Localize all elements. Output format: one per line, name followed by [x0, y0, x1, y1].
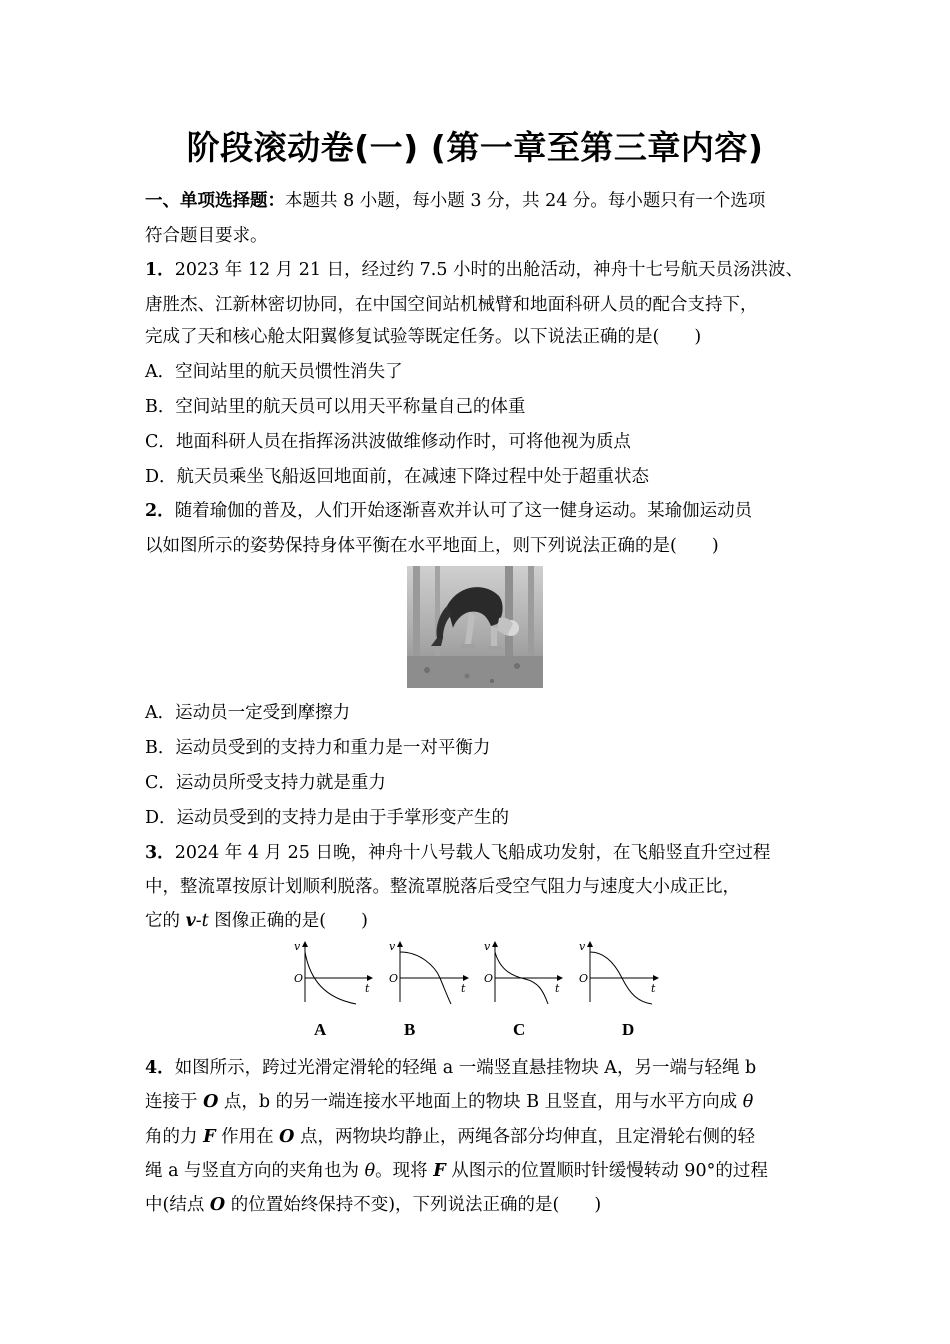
- graph-c: [484, 940, 560, 1004]
- graph-a-t-label: t: [365, 982, 370, 995]
- graph-d: [579, 940, 656, 1004]
- q4-line-3: 角的力 F 作用在 O 点，两物块均静止，两绳各部分均伸直，且定滑轮右侧的轻: [145, 1127, 755, 1147]
- q2-option-d: D．运动员受到的支持力是由于手掌形变产生的: [145, 808, 510, 828]
- q1-option-b: B．空间站里的航天员可以用天平称量自己的体重: [145, 397, 526, 417]
- velocity-symbol: v: [185, 911, 196, 931]
- q3-line-2: 中，整流罩按原计划顺利脱落。整流罩脱落后受空气阻力与速度大小成正比，: [145, 877, 740, 897]
- vt-graphs: [290, 940, 670, 1010]
- graph-label-a: A: [314, 1020, 327, 1039]
- section-heading: 一、单项选择题：: [145, 191, 285, 211]
- q1-line-2: 唐胜杰、江新林密切协同，在中国空间站机械臂和地面科研人员的配合支持下，: [145, 295, 758, 315]
- q1-option-d: D．航天员乘坐飞船返回地面前，在减速下降过程中处于超重状态: [145, 467, 650, 487]
- graph-c-t-label: t: [555, 982, 560, 995]
- q3-line-3: 它的 v-t 图像正确的是( ): [145, 911, 368, 931]
- graph-b: [389, 940, 466, 1004]
- q4-line-4: 绳 a 与竖直方向的夹角也为 θ。现将 F 从图示的位置顺时针缓慢转动 90°的过程: [145, 1161, 768, 1181]
- yoga-photo: [407, 566, 543, 688]
- section-instructions: 本题共 8 小题，每小题 3 分，共 24 分。每小题只有一个选项: [285, 191, 766, 211]
- q1-line-3: 完成了天和核心舱太阳翼修复试验等既定任务。以下说法正确的是( ): [145, 327, 702, 347]
- graph-c-origin: O: [484, 972, 494, 985]
- graph-d-v-label: v: [579, 940, 586, 953]
- q2-number: 2．: [145, 501, 175, 521]
- page-title: 阶段滚动卷(一) (第一章至第三章内容): [186, 128, 764, 167]
- q4-line-1: 4．如图所示，跨过光滑定滑轮的轻绳 a 一端竖直悬挂物块 A，另一端与轻绳 b: [145, 1058, 757, 1078]
- q3-line-1: 3．2024 年 4 月 25 日晚，神舟十八号载人飞船成功发射，在飞船竖直升空过程: [145, 843, 771, 863]
- graph-a: [294, 940, 370, 1004]
- q3-number: 3．: [145, 843, 175, 863]
- q1-number: 1．: [145, 260, 175, 280]
- graph-b-t-label: t: [461, 982, 466, 995]
- graph-b-v-label: v: [389, 940, 396, 953]
- q2-line-1: 2．随着瑜伽的普及，人们开始逐渐喜欢并认可了这一健身运动。某瑜伽运动员: [145, 501, 753, 521]
- graph-b-origin: O: [389, 972, 399, 985]
- graph-a-v-label: v: [294, 940, 301, 953]
- q2-option-a: A．运动员一定受到摩擦力: [145, 703, 351, 723]
- q4-line-5: 中(结点 O 的位置始终保持不变)，下列说法正确的是( ): [145, 1195, 602, 1215]
- q1-line-1: 1．2023 年 12 月 21 日，经过约 7.5 小时的出舱活动，神舟十七号航天员汤洪波、: [145, 260, 804, 280]
- graph-label-d: D: [622, 1020, 635, 1039]
- graph-label-c: C: [513, 1020, 526, 1039]
- graph-a-origin: O: [294, 972, 304, 985]
- graph-d-t-label: t: [651, 982, 656, 995]
- section-heading-line: [145, 190, 817, 212]
- q1-option-c: C．地面科研人员在指挥汤洪波做维修动作时，可将他视为质点: [145, 432, 631, 452]
- graph-d-origin: O: [579, 972, 589, 985]
- q2-option-b: B．运动员受到的支持力和重力是一对平衡力: [145, 738, 491, 758]
- section-instructions-cont: 符合题目要求。: [145, 226, 268, 246]
- q2-line-2: 以如图所示的姿势保持身体平衡在水平地面上，则下列说法正确的是( ): [145, 536, 719, 556]
- q2-option-c: C．运动员所受支持力就是重力: [145, 773, 386, 793]
- q1-option-a: A．空间站里的航天员惯性消失了: [145, 362, 403, 382]
- time-symbol: t: [201, 911, 209, 931]
- q4-line-2: 连接于 O 点，b 的另一端连接水平地面上的物块 B 且竖直，用与水平方向成 θ: [145, 1092, 754, 1112]
- graph-c-v-label: v: [484, 940, 491, 953]
- graph-label-b: B: [404, 1020, 416, 1039]
- q4-number: 4．: [145, 1058, 175, 1078]
